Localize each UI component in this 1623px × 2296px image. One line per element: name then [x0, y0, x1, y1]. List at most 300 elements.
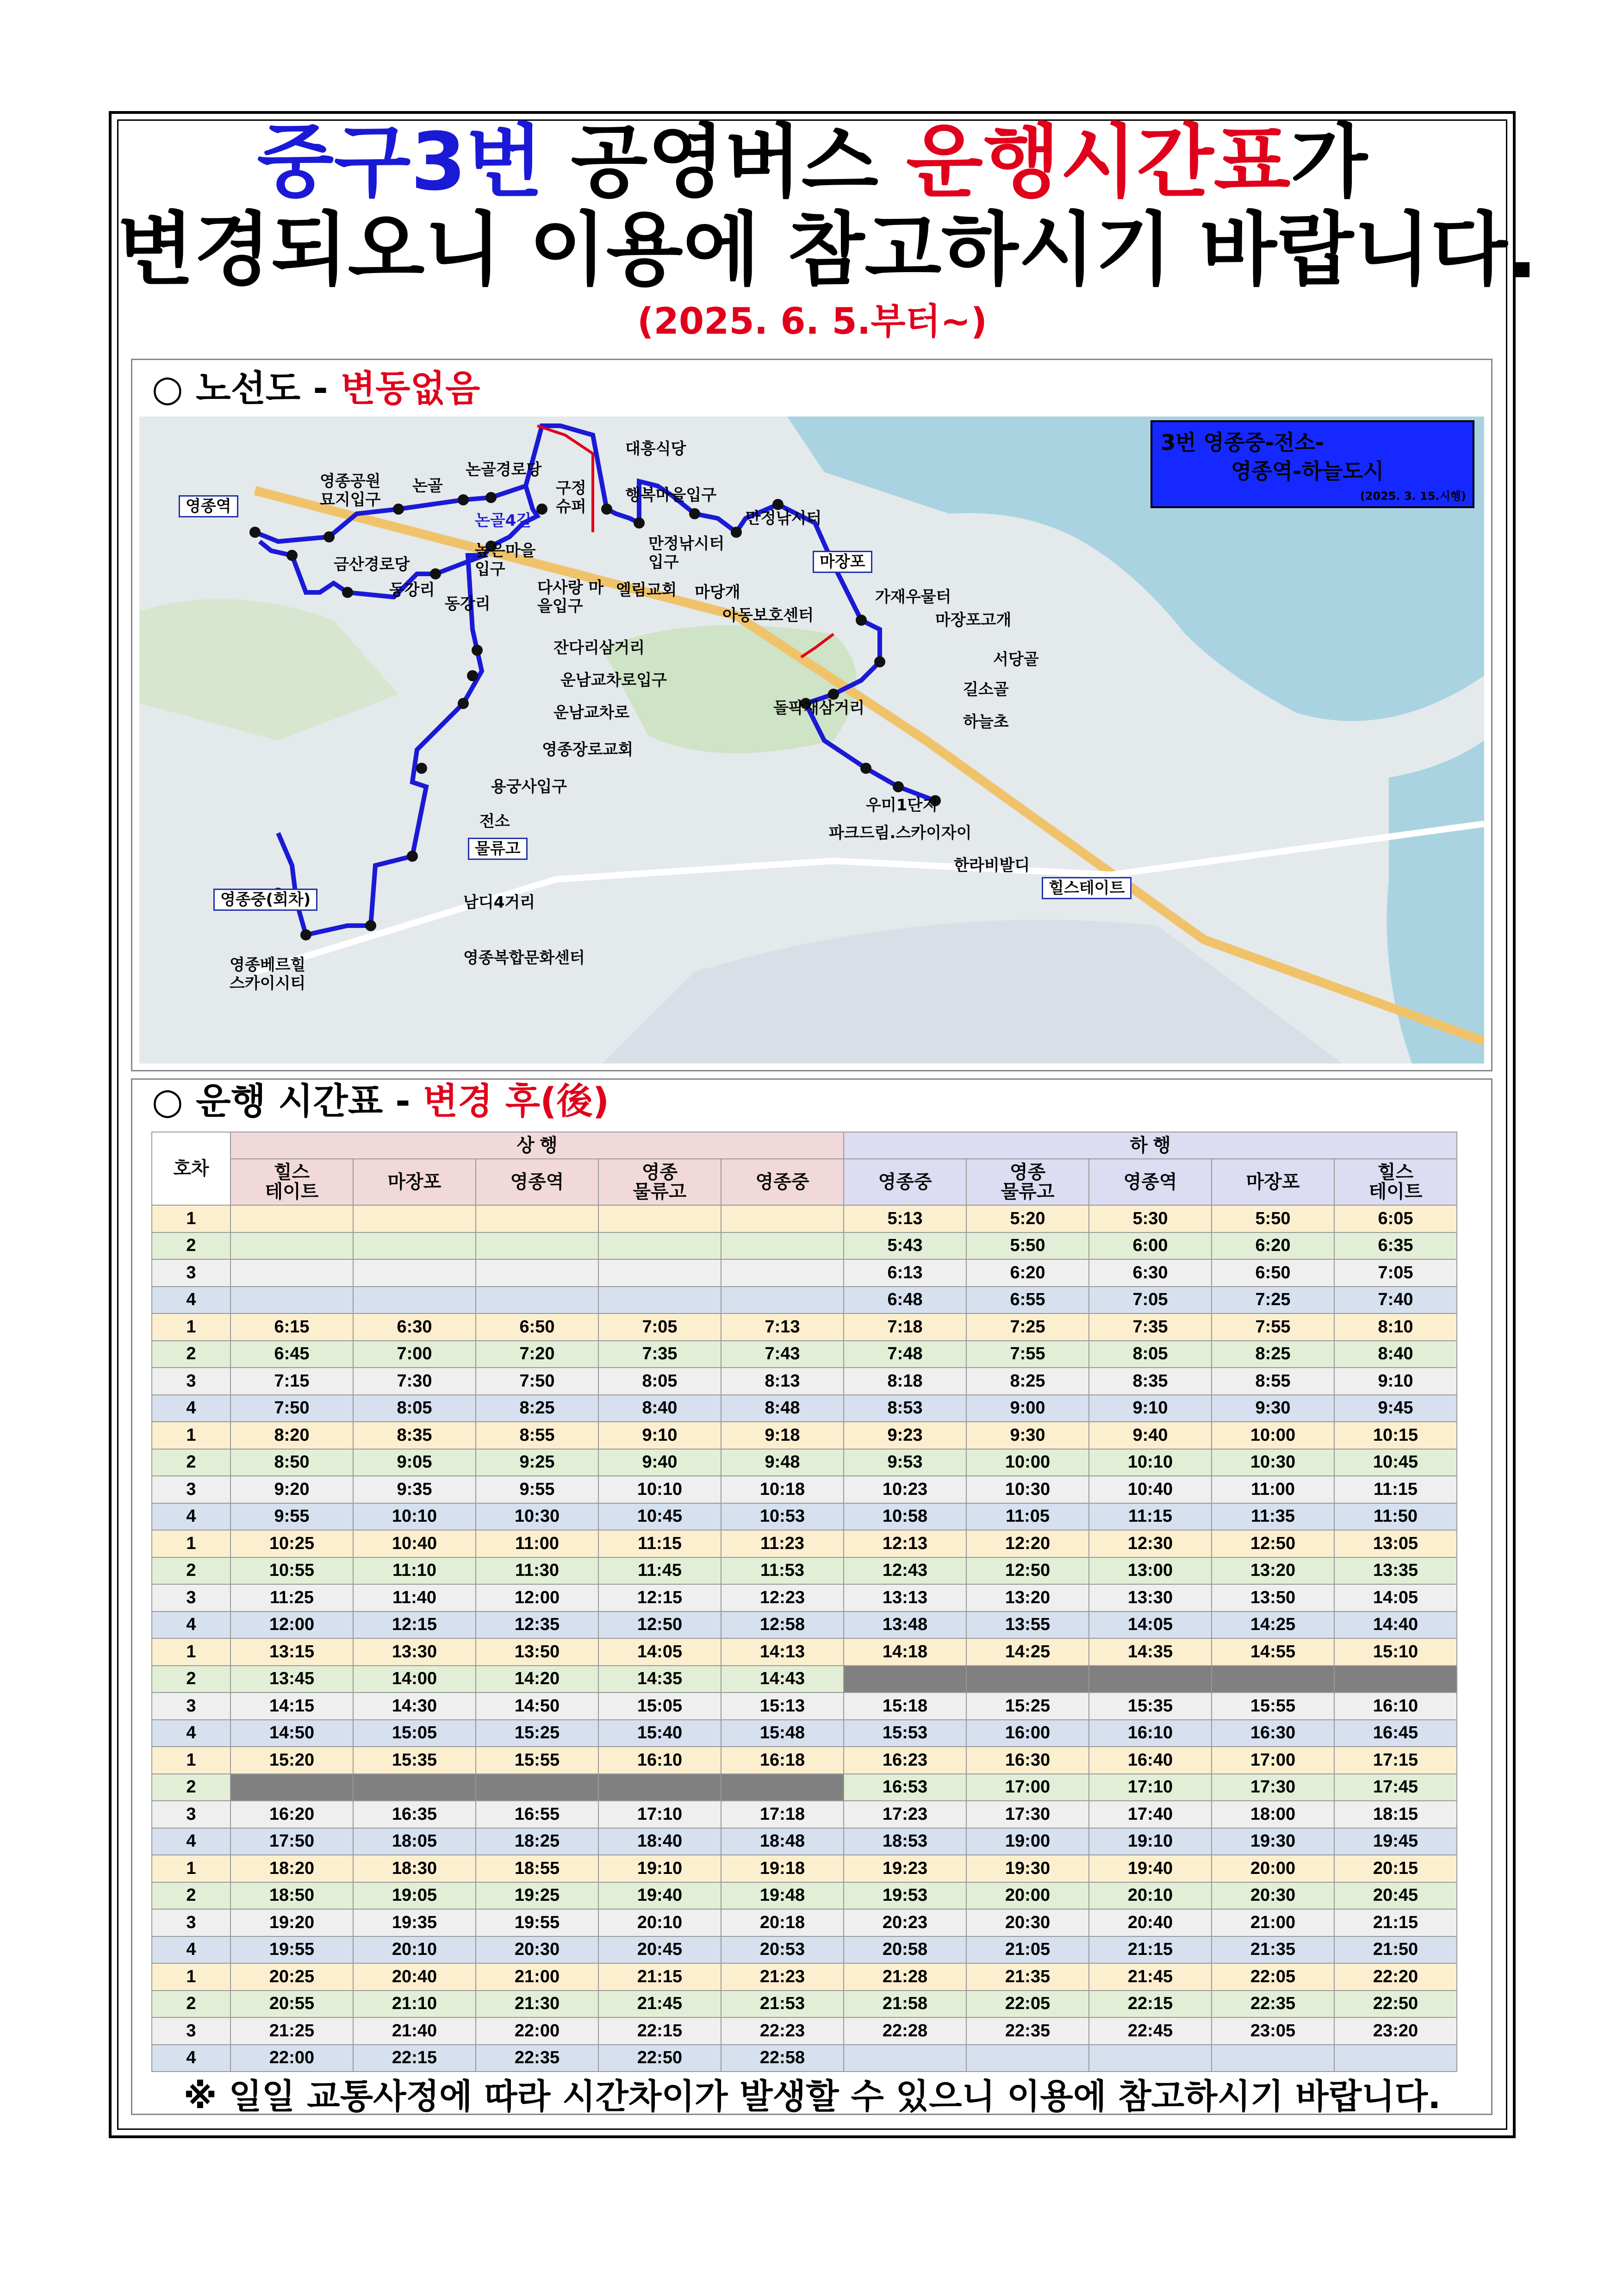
downbound-time-cell: 11:15 — [1334, 1476, 1457, 1503]
upbound-time-cell: 22:00 — [476, 2017, 598, 2045]
stop-label: 용궁사입구 — [491, 778, 567, 796]
upbound-time-cell: 15:35 — [353, 1747, 476, 1774]
stop-label: 잔다리삼거리 — [553, 639, 645, 657]
downbound-time-cell: 9:53 — [844, 1449, 966, 1476]
upbound-time-cell: 10:53 — [721, 1503, 844, 1531]
downbound-time-cell: 15:35 — [1089, 1692, 1212, 1720]
timetable-heading — [152, 1078, 609, 1125]
trip-number-cell: 4 — [152, 2045, 230, 2072]
downbound-time-cell: 21:15 — [1089, 1936, 1212, 1964]
downbound-time-cell: 13:20 — [1212, 1557, 1334, 1585]
timetable-row — [152, 1205, 1457, 1232]
downbound-time-cell: 7:18 — [844, 1313, 966, 1341]
downbound-time-cell: 13:20 — [966, 1584, 1089, 1612]
trip-number-cell: 4 — [152, 1936, 230, 1964]
upbound-time-cell: 20:53 — [721, 1936, 844, 1964]
stop-label: 길소골 — [963, 680, 1009, 699]
upbound-time-cell: 22:58 — [721, 2045, 844, 2072]
downbound-time-cell: 12:13 — [844, 1530, 966, 1557]
stop-marker — [828, 689, 839, 700]
trip-number-cell: 1 — [152, 1530, 230, 1557]
stop-label: 서당골 — [993, 650, 1039, 669]
downbound-time-cell: 13:50 — [1212, 1584, 1334, 1612]
downbound-time-cell: 9:00 — [966, 1395, 1089, 1422]
downbound-time-cell: 7:48 — [844, 1341, 966, 1368]
legend-route-line1: 3번 영종중-전소- — [1161, 430, 1324, 455]
upbound-time-cell: 10:10 — [353, 1503, 476, 1531]
title-bus-type: 공영버스 — [543, 115, 906, 208]
stop-marker — [342, 587, 353, 598]
upbound-time-cell: 14:15 — [230, 1692, 353, 1720]
downbound-time-cell: 22:35 — [966, 2017, 1089, 2045]
downbound-stop-header: 영종역 — [1089, 1159, 1212, 1205]
notice-title-line1 — [117, 116, 1507, 208]
upbound-time-cell: 19:10 — [598, 1855, 721, 1882]
downbound-time-cell: 22:05 — [1212, 1963, 1334, 1991]
downbound-time-cell: 9:23 — [844, 1422, 966, 1449]
upbound-time-cell — [721, 1287, 844, 1314]
downbound-time-cell: 17:30 — [966, 1801, 1089, 1828]
stop-label: 아동보호센터 — [722, 606, 814, 625]
downbound-stop-header: 영종 물류고 — [966, 1159, 1089, 1205]
upbound-time-cell: 15:25 — [476, 1720, 598, 1747]
downbound-time-cell: 22:50 — [1334, 1991, 1457, 2018]
timetable-row — [152, 1449, 1457, 1476]
upbound-time-cell — [230, 1259, 353, 1287]
downbound-time-cell: 14:55 — [1212, 1638, 1334, 1666]
stop-marker — [430, 568, 441, 579]
upbound-time-cell: 9:25 — [476, 1449, 598, 1476]
downbound-time-cell: 15:53 — [844, 1720, 966, 1747]
downbound-time-cell: 18:15 — [1334, 1801, 1457, 1828]
timetable-row — [152, 1259, 1457, 1287]
downbound-time-cell: 15:18 — [844, 1692, 966, 1720]
stop-marker — [689, 508, 700, 519]
stop-marker — [458, 698, 469, 709]
timetable-row — [152, 1692, 1457, 1720]
downbound-time-cell: 13:30 — [1089, 1584, 1212, 1612]
downbound-time-cell: 21:15 — [1334, 1909, 1457, 1936]
upbound-time-cell: 18:55 — [476, 1855, 598, 1882]
timetable-row — [152, 1936, 1457, 1964]
suspended-cell — [353, 1774, 476, 1801]
stop-marker — [772, 499, 784, 510]
downbound-time-cell: 11:00 — [1212, 1476, 1334, 1503]
upbound-time-cell — [721, 1232, 844, 1260]
upbound-time-cell: 9:05 — [353, 1449, 476, 1476]
downbound-time-cell: 8:25 — [1212, 1341, 1334, 1368]
upbound-time-cell: 7:43 — [721, 1341, 844, 1368]
upbound-time-cell: 8:40 — [598, 1395, 721, 1422]
upbound-time-cell: 9:20 — [230, 1476, 353, 1503]
downbound-time-cell: 17:00 — [1212, 1747, 1334, 1774]
suspended-cell — [721, 1774, 844, 1801]
upbound-time-cell: 6:45 — [230, 1341, 353, 1368]
downbound-time-cell: 7:55 — [966, 1341, 1089, 1368]
stop-label: 전소 — [479, 812, 510, 831]
upbound-time-cell: 7:30 — [353, 1368, 476, 1395]
upbound-time-cell: 9:55 — [230, 1503, 353, 1531]
downbound-time-cell: 6:48 — [844, 1287, 966, 1314]
footnote: ※ 일일 교통사정에 따라 시간차이가 발생할 수 있으니 이용에 참고하시기 바랍니다. — [183, 2077, 1441, 2116]
upbound-time-cell: 9:48 — [721, 1449, 844, 1476]
upbound-time-cell: 11:00 — [476, 1530, 598, 1557]
downbound-time-cell: 20:00 — [966, 1882, 1089, 1910]
upbound-time-cell: 19:05 — [353, 1882, 476, 1910]
upbound-stop-header: 마장포 — [353, 1159, 476, 1205]
upbound-time-cell: 18:25 — [476, 1828, 598, 1855]
downbound-time-cell: 10:58 — [844, 1503, 966, 1531]
timetable-row — [152, 1991, 1457, 2018]
downbound-time-cell: 21:35 — [966, 1963, 1089, 1991]
upbound-time-cell: 8:20 — [230, 1422, 353, 1449]
upbound-time-cell: 6:50 — [476, 1313, 598, 1341]
route-map-status: 변동없음 — [340, 368, 480, 410]
trip-number-cell: 4 — [152, 1287, 230, 1314]
downbound-time-cell: 8:10 — [1334, 1313, 1457, 1341]
timetable-row — [152, 1882, 1457, 1910]
timetable-row — [152, 1368, 1457, 1395]
stop-label-hillstate: 힐스테이트 — [1042, 877, 1132, 899]
downbound-time-cell: 8:35 — [1089, 1368, 1212, 1395]
upbound-time-cell: 15:40 — [598, 1720, 721, 1747]
downbound-time-cell: 10:00 — [966, 1449, 1089, 1476]
downbound-time-cell: 12:50 — [966, 1557, 1089, 1585]
downbound-stop-header: 영종중 — [844, 1159, 966, 1205]
trip-number-cell: 2 — [152, 1232, 230, 1260]
downbound-time-cell: 13:00 — [1089, 1557, 1212, 1585]
timetable-row — [152, 1909, 1457, 1936]
downbound-header: 하 행 — [844, 1132, 1457, 1159]
upbound-time-cell: 17:50 — [230, 1828, 353, 1855]
upbound-stop-header: 영종역 — [476, 1159, 598, 1205]
downbound-time-cell: 6:20 — [1212, 1232, 1334, 1260]
downbound-time-cell: 16:30 — [1212, 1720, 1334, 1747]
upbound-time-cell: 21:15 — [598, 1963, 721, 1991]
upbound-time-cell: 11:45 — [598, 1557, 721, 1585]
upbound-time-cell: 11:53 — [721, 1557, 844, 1585]
downbound-time-cell: 8:05 — [1089, 1341, 1212, 1368]
upbound-time-cell: 12:58 — [721, 1612, 844, 1639]
upbound-time-cell: 22:23 — [721, 2017, 844, 2045]
upbound-time-cell: 19:20 — [230, 1909, 353, 1936]
stop-label: 영종복합문화센터 — [463, 949, 585, 967]
downbound-time-cell: 21:28 — [844, 1963, 966, 1991]
upbound-time-cell: 21:00 — [476, 1963, 598, 1991]
downbound-time-cell: 19:10 — [1089, 1828, 1212, 1855]
legend-effective-note: (2025. 3. 15.시행) — [1360, 490, 1466, 503]
upbound-time-cell: 21:30 — [476, 1991, 598, 2018]
downbound-time-cell: 6:20 — [966, 1259, 1089, 1287]
stop-label: 금산경로당 — [334, 555, 410, 574]
timetable-heading-text: 운행 시간표 - — [196, 1081, 410, 1122]
downbound-time-cell: 9:40 — [1089, 1422, 1212, 1449]
upbound-time-cell: 21:23 — [721, 1963, 844, 1991]
upbound-time-cell: 19:35 — [353, 1909, 476, 1936]
downbound-time-cell: 11:50 — [1334, 1503, 1457, 1531]
upbound-time-cell: 7:05 — [598, 1313, 721, 1341]
downbound-time-cell: 21:50 — [1334, 1936, 1457, 1964]
upbound-time-cell: 17:10 — [598, 1801, 721, 1828]
upbound-time-cell: 17:18 — [721, 1801, 844, 1828]
downbound-time-cell: 16:10 — [1089, 1720, 1212, 1747]
upbound-time-cell: 22:35 — [476, 2045, 598, 2072]
downbound-time-cell: 20:30 — [1212, 1882, 1334, 1910]
timetable-row — [152, 1341, 1457, 1368]
upbound-time-cell — [353, 1232, 476, 1260]
upbound-time-cell: 7:00 — [353, 1341, 476, 1368]
stop-label: 대흥식당 — [625, 440, 686, 458]
upbound-time-cell: 11:25 — [230, 1584, 353, 1612]
timetable-row — [152, 1747, 1457, 1774]
trip-number-cell: 4 — [152, 1395, 230, 1422]
downbound-time-cell: 20:10 — [1089, 1882, 1212, 1910]
downbound-time-cell: 13:55 — [966, 1612, 1089, 1639]
upbound-time-cell: 15:13 — [721, 1692, 844, 1720]
trip-number-cell: 1 — [152, 1313, 230, 1341]
stop-label: 동강리 — [445, 595, 491, 613]
downbound-time-cell: 19:30 — [1212, 1828, 1334, 1855]
suspended-cell — [844, 1666, 966, 1693]
upbound-time-cell: 14:50 — [230, 1720, 353, 1747]
suspended-cell — [1212, 1666, 1334, 1693]
downbound-time-cell: 11:35 — [1212, 1503, 1334, 1531]
downbound-time-cell: 17:15 — [1334, 1747, 1457, 1774]
upbound-time-cell: 14:00 — [353, 1666, 476, 1693]
trip-number-cell: 1 — [152, 1855, 230, 1882]
stop-label: 운남교차로입구 — [560, 671, 667, 690]
downbound-time-cell: 6:50 — [1212, 1259, 1334, 1287]
upbound-time-cell: 16:35 — [353, 1801, 476, 1828]
upbound-time-cell: 18:30 — [353, 1855, 476, 1882]
trip-number-cell: 2 — [152, 1774, 230, 1801]
upbound-time-cell: 18:05 — [353, 1828, 476, 1855]
upbound-time-cell — [598, 1205, 721, 1232]
timetable-row — [152, 1584, 1457, 1612]
downbound-time-cell: 16:45 — [1334, 1720, 1457, 1747]
upbound-time-cell — [476, 1232, 598, 1260]
stop-marker — [416, 763, 427, 774]
downbound-time-cell: 17:00 — [966, 1774, 1089, 1801]
upbound-time-cell: 11:23 — [721, 1530, 844, 1557]
trip-number-cell: 3 — [152, 2017, 230, 2045]
upbound-time-cell: 7:50 — [230, 1395, 353, 1422]
timetable-row — [152, 1395, 1457, 1422]
timetable-row — [152, 1476, 1457, 1503]
downbound-time-cell: 19:30 — [966, 1855, 1089, 1882]
stop-marker — [856, 615, 867, 626]
downbound-time-cell: 6:30 — [1089, 1259, 1212, 1287]
upbound-stop-header: 영종 물류고 — [598, 1159, 721, 1205]
upbound-time-cell: 7:15 — [230, 1368, 353, 1395]
downbound-time-cell: 20:40 — [1089, 1909, 1212, 1936]
downbound-time-cell: 6:35 — [1334, 1232, 1457, 1260]
stop-label: 논골4길 — [475, 511, 532, 530]
upbound-time-cell: 20:55 — [230, 1991, 353, 2018]
downbound-time-cell: 5:50 — [1212, 1205, 1334, 1232]
timetable-row — [152, 1313, 1457, 1341]
upbound-stop-header: 힐스 테이트 — [230, 1159, 353, 1205]
upbound-time-cell: 19:40 — [598, 1882, 721, 1910]
stop-label: 마장포고개 — [935, 611, 1012, 629]
stop-label-logistics-high: 물류고 — [468, 838, 528, 860]
upbound-time-cell: 12:00 — [230, 1612, 353, 1639]
downbound-time-cell: 6:55 — [966, 1287, 1089, 1314]
downbound-time-cell: 23:05 — [1212, 2017, 1334, 2045]
downbound-time-cell — [1089, 2045, 1212, 2072]
downbound-time-cell: 16:30 — [966, 1747, 1089, 1774]
downbound-time-cell: 7:55 — [1212, 1313, 1334, 1341]
downbound-time-cell: 18:53 — [844, 1828, 966, 1855]
downbound-time-cell: 6:05 — [1334, 1205, 1457, 1232]
downbound-time-cell: 11:15 — [1089, 1503, 1212, 1531]
downbound-time-cell: 7:25 — [966, 1313, 1089, 1341]
downbound-time-cell: 9:45 — [1334, 1395, 1457, 1422]
stop-label-majangpo: 마장포 — [813, 551, 872, 573]
upbound-time-cell: 22:50 — [598, 2045, 721, 2072]
stop-label: 영종베르힐 스카이시티 — [230, 956, 306, 993]
upbound-time-cell: 22:00 — [230, 2045, 353, 2072]
stop-marker — [365, 920, 376, 931]
stop-marker — [536, 504, 547, 515]
upbound-time-cell: 10:10 — [598, 1476, 721, 1503]
upbound-time-cell: 9:10 — [598, 1422, 721, 1449]
downbound-time-cell: 15:55 — [1212, 1692, 1334, 1720]
upbound-time-cell: 19:25 — [476, 1882, 598, 1910]
downbound-time-cell: 20:45 — [1334, 1882, 1457, 1910]
upbound-time-cell: 10:55 — [230, 1557, 353, 1585]
downbound-time-cell: 14:05 — [1089, 1612, 1212, 1639]
downbound-time-cell: 11:05 — [966, 1503, 1089, 1531]
stop-marker — [323, 531, 335, 542]
upbound-time-cell: 7:20 — [476, 1341, 598, 1368]
upbound-time-cell — [476, 1259, 598, 1287]
upbound-time-cell: 13:15 — [230, 1638, 353, 1666]
trip-number-cell: 2 — [152, 1666, 230, 1693]
upbound-time-cell: 8:48 — [721, 1395, 844, 1422]
upbound-time-cell: 12:15 — [598, 1584, 721, 1612]
upbound-time-cell: 11:10 — [353, 1557, 476, 1585]
upbound-time-cell: 20:30 — [476, 1936, 598, 1964]
downbound-time-cell: 21:45 — [1089, 1963, 1212, 1991]
upbound-time-cell: 14:43 — [721, 1666, 844, 1693]
upbound-time-cell — [353, 1205, 476, 1232]
downbound-time-cell: 9:10 — [1334, 1368, 1457, 1395]
stop-marker — [731, 527, 742, 538]
stop-label: 남디4거리 — [463, 893, 535, 912]
timetable-row — [152, 1232, 1457, 1260]
downbound-time-cell — [844, 2045, 966, 2072]
downbound-time-cell: 8:18 — [844, 1368, 966, 1395]
trip-number-cell: 1 — [152, 1422, 230, 1449]
downbound-time-cell: 10:00 — [1212, 1422, 1334, 1449]
downbound-time-cell: 17:23 — [844, 1801, 966, 1828]
upbound-time-cell: 8:35 — [353, 1422, 476, 1449]
stop-label-yeongjong-middle: 영종중(회차) — [213, 889, 317, 911]
upbound-time-cell: 12:00 — [476, 1584, 598, 1612]
upbound-time-cell: 9:55 — [476, 1476, 598, 1503]
stop-label: 한라비발디 — [954, 856, 1030, 875]
downbound-time-cell: 21:00 — [1212, 1909, 1334, 1936]
stop-marker — [893, 781, 904, 792]
downbound-time-cell: 21:35 — [1212, 1936, 1334, 1964]
upbound-time-cell: 14:05 — [598, 1638, 721, 1666]
upbound-time-cell: 14:50 — [476, 1692, 598, 1720]
bullet-icon: ○ — [152, 1081, 184, 1122]
stop-label: 우미1단지 — [866, 796, 938, 815]
upbound-time-cell: 11:30 — [476, 1557, 598, 1585]
upbound-time-cell: 12:15 — [353, 1612, 476, 1639]
upbound-time-cell — [230, 1287, 353, 1314]
trip-number-cell: 3 — [152, 1801, 230, 1828]
downbound-time-cell: 12:43 — [844, 1557, 966, 1585]
upbound-time-cell: 21:10 — [353, 1991, 476, 2018]
route-map-heading-text: 노선도 - — [196, 368, 328, 410]
downbound-time-cell — [1212, 2045, 1334, 2072]
stop-label: 논골 — [412, 477, 443, 495]
upbound-time-cell: 10:30 — [476, 1503, 598, 1531]
downbound-time-cell: 10:40 — [1089, 1476, 1212, 1503]
downbound-time-cell: 17:45 — [1334, 1774, 1457, 1801]
downbound-time-cell: 17:40 — [1089, 1801, 1212, 1828]
downbound-stop-header: 힐스 테이트 — [1334, 1159, 1457, 1205]
stop-marker — [472, 645, 483, 656]
downbound-time-cell: 5:30 — [1089, 1205, 1212, 1232]
bullet-icon: ○ — [152, 368, 184, 410]
upbound-time-cell: 18:40 — [598, 1828, 721, 1855]
upbound-time-cell: 7:13 — [721, 1313, 844, 1341]
downbound-time-cell: 16:00 — [966, 1720, 1089, 1747]
upbound-time-cell: 6:15 — [230, 1313, 353, 1341]
title-route-name: 중구3번 — [257, 115, 543, 208]
timetable-stop-header-row — [152, 1159, 1457, 1205]
upbound-time-cell: 10:25 — [230, 1530, 353, 1557]
upbound-time-cell: 19:55 — [230, 1936, 353, 1964]
stop-label: 파크드림.스카이자이 — [829, 824, 972, 842]
route-map-heading — [152, 366, 480, 412]
upbound-time-cell — [476, 1287, 598, 1314]
trip-number-cell: 3 — [152, 1476, 230, 1503]
downbound-time-cell: 13:35 — [1334, 1557, 1457, 1585]
timetable-row — [152, 1638, 1457, 1666]
downbound-time-cell: 10:30 — [966, 1476, 1089, 1503]
timetable-row — [152, 2045, 1457, 2072]
downbound-time-cell: 16:23 — [844, 1747, 966, 1774]
route-map — [139, 417, 1484, 1064]
stop-label: 동강리 — [389, 581, 435, 599]
upbound-time-cell: 8:55 — [476, 1422, 598, 1449]
upbound-time-cell: 14:20 — [476, 1666, 598, 1693]
downbound-time-cell: 7:40 — [1334, 1287, 1457, 1314]
stop-label: 논골경로당 — [466, 460, 542, 479]
upbound-time-cell: 16:10 — [598, 1747, 721, 1774]
timetable-row — [152, 1828, 1457, 1855]
upbound-header: 상 행 — [230, 1132, 844, 1159]
downbound-time-cell: 13:13 — [844, 1584, 966, 1612]
upbound-time-cell: 20:45 — [598, 1936, 721, 1964]
timetable-row — [152, 1801, 1457, 1828]
upbound-time-cell: 7:35 — [598, 1341, 721, 1368]
upbound-time-cell: 8:05 — [598, 1368, 721, 1395]
downbound-time-cell: 17:30 — [1212, 1774, 1334, 1801]
trip-number-cell: 2 — [152, 1449, 230, 1476]
downbound-time-cell: 14:18 — [844, 1638, 966, 1666]
downbound-time-cell: 7:05 — [1089, 1287, 1212, 1314]
downbound-time-cell: 19:00 — [966, 1828, 1089, 1855]
upbound-time-cell: 20:18 — [721, 1909, 844, 1936]
suspended-cell — [230, 1774, 353, 1801]
upbound-time-cell: 8:13 — [721, 1368, 844, 1395]
